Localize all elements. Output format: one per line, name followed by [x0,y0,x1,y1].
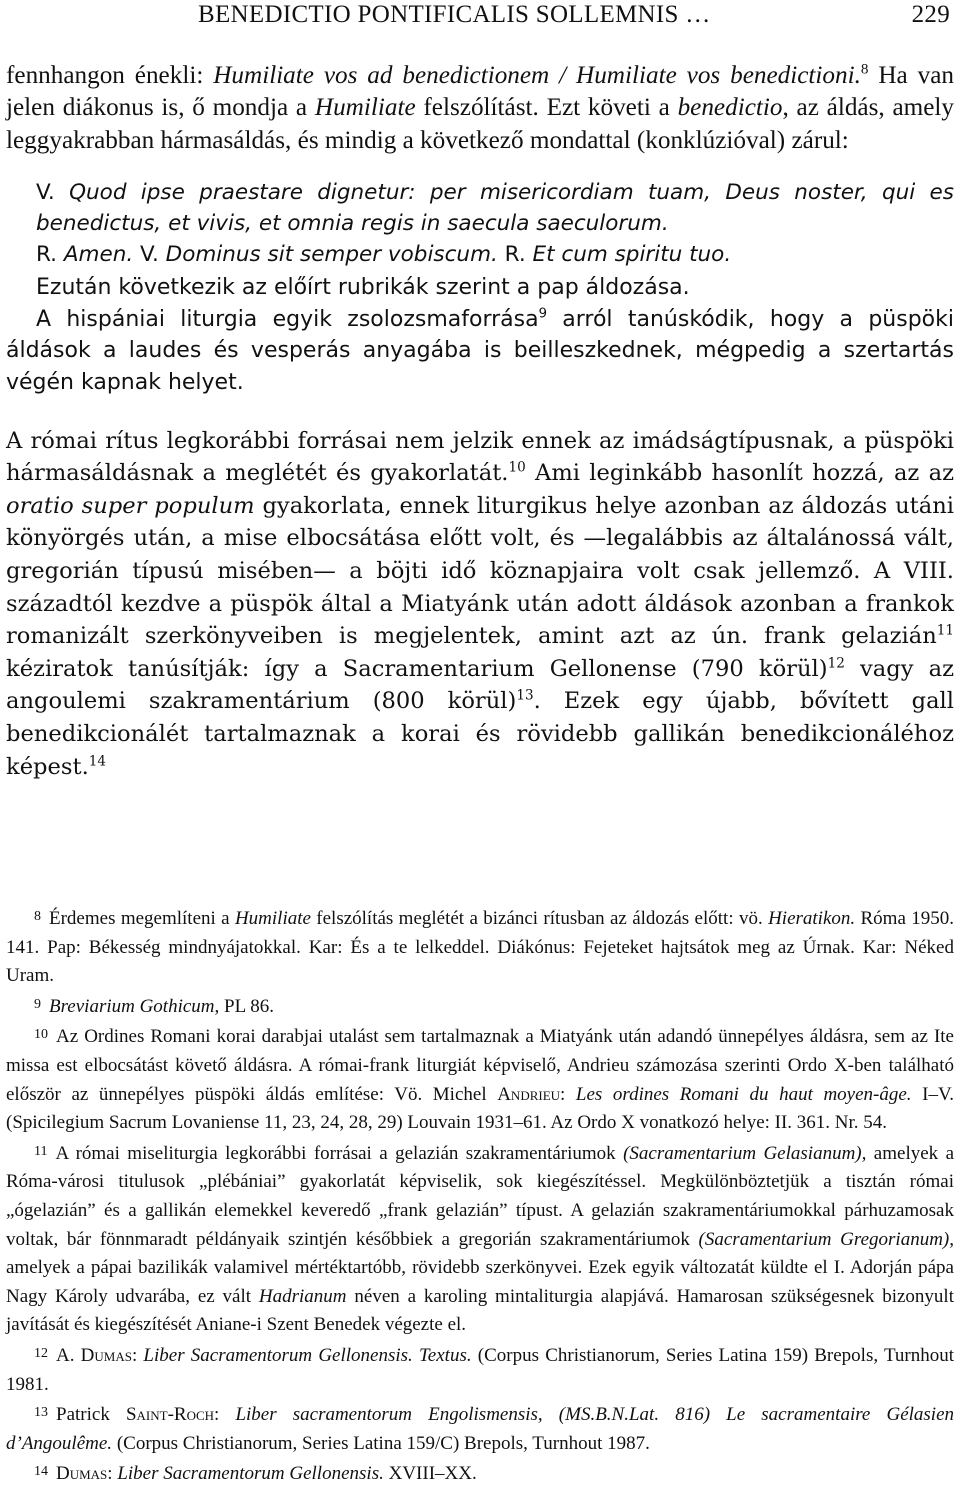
text-run: fennhangon énekli: [6,62,214,89]
paragraph-roman-rite [6,425,954,784]
footnote-number: 9 [34,996,41,1012]
text-run: (Corpus Christianorum, Series Latina 159/C) Brepols, Turnhout 1987. [112,1432,650,1454]
text-run: amelyek a Róma-városi titulusok „plébániai” gyakorlatát képviselik, sok kiegészítéssel. Megkülönböztetjük a tisztán római „ógelazián” és a gallikán elemekkel keveredő „frank gelazián” típust. A gelazián szakramentáriumokkal párhuzamosak voltak, bár fönnmaradt példányaik szintjén későbbiek a gregorián szakramentáriumok [6,1142,955,1250]
spacer [6,157,954,177]
footnote-14 [6,1458,954,1489]
italic-run: Hadrianum [258,1285,347,1307]
page-number: 229 [911,1,950,28]
footnote-8 [6,903,954,991]
footnote-number: 12 [34,1345,48,1361]
footnote-11 [6,1138,954,1340]
author-name: Dumas [80,1344,132,1366]
text-run: : [107,1463,118,1485]
footnote-ref-14[interactable]: 14 [88,753,107,770]
italic-run: Humiliate [314,94,416,122]
response-mark: R. [497,241,533,267]
quote-text: Quod ipse praestare dignetur: per misericordiam tuam, Deus noster, qui es benedictus, et vivis, et omnia regis in saecula saeculorum. [36,179,954,236]
text-run: arról tanúskódik, hogy a püspöki áldások a laudes és vesperás anyagába is beilleszkednek, mégpedig a szertartás végén kapnak helyet. [6,306,954,395]
italic-run: Liber Sacramentorum Gellonensis. [117,1463,384,1485]
paragraph-intro [6,60,954,157]
text-run: : [214,1404,236,1426]
footnote-number: 14 [34,1464,48,1480]
italic-run: Hieratikon. [768,908,856,929]
footnote-ref-12[interactable]: 12 [827,655,845,672]
italic-run: (Sacramentarium Gregorianum), [698,1228,954,1250]
quote-text: Et cum spiritu tuo. [532,241,732,267]
response-mark: R. [36,241,64,267]
sans-paragraph-rubric: Ezután következik az előírt rubrikák szerint a pap áldozása. [36,274,690,300]
text-run: , PL 86. [214,995,274,1017]
footnotes-section [6,903,954,1489]
text-run: XVIII–XX. [383,1463,477,1485]
text-run: Patrick [56,1404,126,1426]
versicle-mark: V. [36,179,70,205]
versicle-mark: V. [133,241,166,267]
text-run: gyakorlata, ennek liturgikus helye azonban az áldozás utáni könyörgés után, a mise elbocsátása előtt volt, és —legalábbis az általánossá vált, gregorián típusú misében— a böjti idő köznapjaira volt csak jellemző. A VIII. századtól kezdve a püspök által a Miatyánk után adott áldások azonban a frankok romanizált szerkönyveiben is megjelentek, amint azt az ún. frank gelazián [6,492,954,650]
author-name: Dumas [56,1463,108,1485]
text-run: Ha van jelen diákonus is, ő mondja a [6,62,954,122]
footnote-number: 13 [34,1405,48,1421]
italic-run: (Sacramentarium Gelasianum), [623,1142,867,1164]
footnote-10 [6,1021,954,1137]
footnote-number: 8 [34,909,41,924]
text-run: A hispániai liturgia egyik zsolozsmaforrása [36,306,539,332]
text-run: : [560,1083,576,1105]
italic-run: Liber sacramentorum Engolismensis, (MS.B.N.Lat. 816) Le sacramentaire Gélasien d’Angoulême. [6,1404,955,1454]
text-run: : [131,1344,144,1366]
text-run: felszólítást. Ezt követi a [415,94,678,122]
italic-run: Les ordines Romani du haut moyen-âge. [575,1083,912,1105]
footnote-ref-9[interactable]: 9 [538,306,547,322]
footnote-13 [6,1399,954,1458]
text-run: kéziratok tanúsítják: így a Sacramentarium Gellonense (790 körül) [6,655,828,682]
footnote-ref-8[interactable]: 8 [860,61,869,78]
italic-run: Humiliate vos ad benedictionem / Humiliate vos benedictioni. [213,62,861,89]
text-run: A. [56,1344,81,1366]
italic-run: Humiliate [234,908,311,929]
text-run: Érdemes megemlíteni a [49,908,235,929]
footnote-ref-10[interactable]: 10 [508,459,526,476]
text-run: I–V. (Spicilegium Sacrum Lovaniense 11, 23, 24, 28, 29) Louvain 1931–61. Az Ordo X vonatkozó helye: II. 361. Nr. 54. [6,1083,954,1134]
footnote-number: 11 [34,1143,48,1159]
author-name: Andrieu [497,1083,561,1105]
header-title: BENEDICTIO PONTIFICALIS SOLLEMNIS … [198,1,711,28]
text-run: Róma 1950. 141. Pap: Békesség mindnyájatokkal. Kar: És a te lelkeddel. Diákónus: Fejeteket hajtsátok meg az Úrnak. Kar: Néked Uram. [6,908,954,987]
author-name: Saint-Roch [125,1404,215,1426]
sans-paragraph-hispanic [6,304,954,399]
footnote-12 [6,1340,954,1399]
text-run: néven a karoling mintaliturgia alapjává. Hamarosan szükségesnek bizonyult javítását és kiegészítését Aniane-i Szent Benedek végezte el. [6,1285,954,1336]
footnote-ref-13[interactable]: 13 [516,687,534,704]
text-run: (Corpus Christianorum, Series Latina 159) Brepols, Turnhout 1981. [6,1344,954,1395]
italic-run: Liber Sacramentorum Gellonensis. Textus. [143,1344,472,1366]
text-run: , az áldás, amely leggyakrabban hármasáldás, és mindig a következő mondattal (konklúzióval) zárul: [6,94,955,154]
text-run: . Ezek egy újabb, bővített gall benedikcionálét tartalmaznak a korai és rövidebb gallikán benedikcionáléhoz képest. [6,688,954,780]
italic-run: oratio super populum [6,492,255,519]
running-header [6,0,954,36]
footnote-number: 10 [34,1027,48,1043]
text-run: Az Ordines Romani korai darabjai utalást sem tartalmaznak a Miatyánk után adandó ünnepélyes áldásra, sem az Ite missa est elbocsátást követő áldásra. A római-frank liturgiát képviselő, Andrieu számozása szerinti Ordo X-ben található először az ünnepélyes püspöki áldás említése: Vö. Michel [6,1026,954,1105]
italic-run: Breviarium Gothicum [49,995,215,1017]
spacer [6,399,954,425]
text-run: amelyek a pápai bazilikák valamivel mértéktartóbb, rövidebb szerkönyvei. Ezek egyik változatát küldte el I. Adorján pápa Nagy Károly udvarába, ez vált [6,1257,954,1307]
text-run: Ami leginkább hasonlít hozzá, az az [525,460,954,487]
footnote-9 [6,991,954,1022]
main-text [6,60,954,783]
italic-run: benedictio [677,94,783,122]
text-run: felszólítás meglétét a bizánci rítusban az áldozás előtt: vö. [310,908,769,929]
text-run: A római rítus legkorábbi forrásai nem jelzik ennek az imádságtípusnak, a püspöki hármasáldásnak a meglétét és gyakorlatát. [6,427,954,487]
quote-text: Amen. [63,241,134,267]
text-run: vagy az angoulemi szakramentárium (800 körül) [6,655,954,715]
liturgical-quote [6,177,954,270]
text-run: A római miseliturgia legkorábbi forrásai a gelazián szakramentáriumok [55,1142,624,1164]
quote-text: Dominus sit semper vobiscum. [165,241,498,267]
footnote-ref-11[interactable]: 11 [936,622,954,639]
